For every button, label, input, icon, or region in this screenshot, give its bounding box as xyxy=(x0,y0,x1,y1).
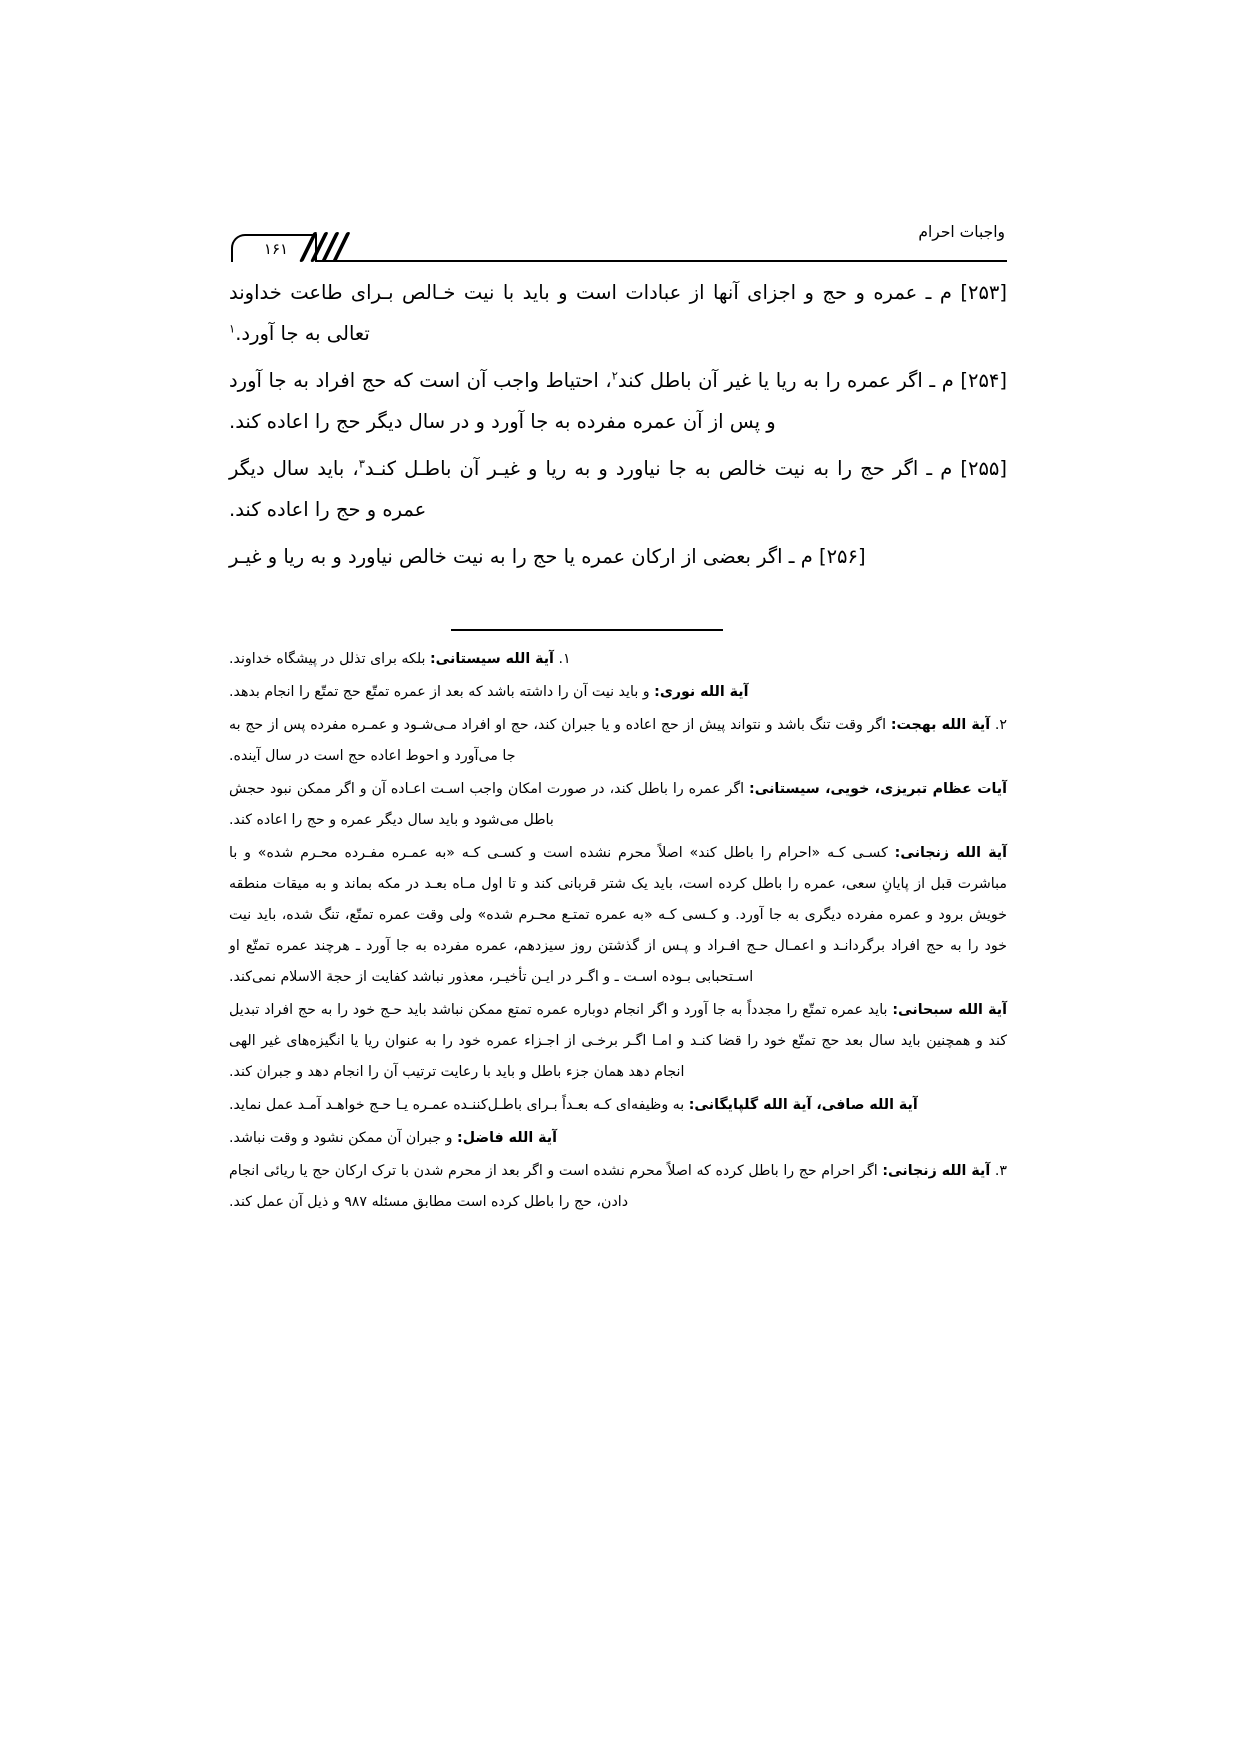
paragraph-255-kind: م xyxy=(940,457,953,480)
footnote-2-entry-1 xyxy=(229,710,1007,772)
footnote-ref-3[interactable]: ۳ xyxy=(358,456,365,471)
paragraph-256-text: ـ اگر بعضی از ارکان عمره یا حج را به نیت خالص نیاورد و به ریا و غیـر xyxy=(229,545,795,568)
footnote-text: و باید نیت آن را داشته باشد که بعد از عمره تمتّع حج تمتّع را انجام بدهد. xyxy=(229,684,655,700)
footnote-column xyxy=(229,644,1007,1220)
paragraph-253-number: [۲۵۳] xyxy=(960,281,1008,304)
page-header xyxy=(231,222,1007,264)
footnote-2-entry-6 xyxy=(229,1123,1007,1154)
paragraph-254 xyxy=(229,360,1007,442)
footnote-authority: آية الله فاضل: xyxy=(457,1130,557,1146)
footnote-authority: آية الله بهجت: xyxy=(890,717,991,733)
footnote-text: اگر وقت تنگ باشد و نتواند پیش از حج اعاده و یا جبران کند، حج او افراد مـی‌شـود و عمـره مفرده پس از حج به جا می‌آورد و احوط اعاده حج است در سال آینده. xyxy=(229,717,891,764)
footnote-text: باید عمره تمتّع را مجدداً به جا آورد و اگر انجام دوباره عمره تمتع ممکن نباشد باید حـج خود را به حج افراد تبدیل کند و همچنین باید سال بعد حج تمتّع خود را قضا کنـد و امـا اگـر برخـی از اجـزاء عمره خود را به عنوان ریا یا انگیزه‌های غیر الهی انجام دهد همان جزء باطل و باید با رعایت ترتیب آن را انجام دهد و جبران کند. xyxy=(229,1002,1007,1080)
paragraph-256-kind: م xyxy=(800,545,813,568)
body-text-column xyxy=(229,272,1007,583)
footnote-2-entry-3 xyxy=(229,838,1007,993)
page-number: ۱۶۱ xyxy=(263,240,289,258)
footnote-text: اگر احرام حج را باطل کرده که اصلاً محرم نشده است و اگر بعد از محرم شدن با ترک ارکان حج یا ریائی انجام دادن، حج را باطل کرده است مطابق مسئله ۹۸۷ و ذیل آن عمل کند. xyxy=(229,1163,883,1210)
footnote-text: کسـی کـه «احرام را باطل کند» اصلاً محرم نشده است و کسـی کـه «به عمـره مفـرده محـرم شده» و با مباشرت قبل از پایانِ سعی، عمره را باطل کرده است، باید یک شتر قربانی کند و تا اول مـاه بعـد در مکه بماند و به میقات منطقه خویش برود و عمره مفرده دیگری به جا آورد. و کـسی کـه «به عمره تمتـع محـرم شده» ولی وقت عمره تمتّع، تنگ شده، باید نیت خود را به حج افراد برگردانـد و اعمـال حـج افـراد و پـس از گذشتن روز سیزدهم، عمره مفرده به جا آورد ـ هرچند عمره تمتّع او اسـتحبابی بـوده اسـت ـ و اگـر در ایـن تأخیـر، معذور نباشد کفایت از حجة الاسلام نمی‌کند. xyxy=(229,845,1007,985)
paragraph-256-number: [۲۵۶] xyxy=(818,545,866,568)
footnote-3-entry-1 xyxy=(229,1156,1007,1218)
paragraph-255 xyxy=(229,448,1007,530)
footnote-text: اگر عمره را باطل کند، در صورت امکان واجب اسـت اعـاده آن و اگر ممکن نبود حجش باطل می‌شود و باید سال دیگر عمره و حج را اعاده کند. xyxy=(229,781,750,828)
footnote-1-entry-1 xyxy=(229,644,1007,675)
footnote-separator-rule xyxy=(451,629,723,631)
footnote-3-marker: ۳. xyxy=(994,1163,1007,1179)
footnote-2-entry-4 xyxy=(229,995,1007,1088)
footnote-ref-1[interactable]: ۱ xyxy=(229,321,236,336)
paragraph-255-text-after: ، باید سال دیگر عمره و حج را اعاده کند. xyxy=(229,457,427,521)
decorative-slashes-icon xyxy=(297,232,355,262)
footnote-text: بلکه برای تذلل در پیشگاه خداوند. xyxy=(229,651,430,667)
paragraph-254-text-after: ، احتیاط واجب آن است که حج افراد به جا آورد و پس از آن عمره مفرده به جا آورد و در سال دیگر حج را اعاده کند. xyxy=(229,369,776,433)
footnote-2-entry-2 xyxy=(229,774,1007,836)
paragraph-254-text-before: ـ اگر عمره را به ریا یا غیر آن باطل کند xyxy=(617,369,936,392)
paragraph-256 xyxy=(229,536,1007,577)
footnote-1-marker: ۱. xyxy=(558,651,571,667)
footnote-authority: آية الله نوری: xyxy=(654,684,749,700)
paragraph-253-text: ـ عمره و حج و اجزای آنها از عبادات است و باید با نیت خـالص بـرای طاعت خداوند تعالی به جا آورد. xyxy=(229,281,932,345)
footnote-2-marker: ۲. xyxy=(994,717,1007,733)
footnote-authority: آية الله صافی، آية الله گلپایگانی: xyxy=(688,1097,918,1113)
footnote-2-entry-5 xyxy=(229,1090,1007,1121)
footnote-authority: آية الله زنجانی: xyxy=(882,1163,991,1179)
paragraph-253 xyxy=(229,272,1007,354)
footnote-text: و جبران آن ممکن نشود و وقت نباشد. xyxy=(229,1130,458,1146)
paragraph-255-text-before: ـ اگر حج را به نیت خالص به جا نیاورد و به ریا و غیـر آن باطـل کنـد xyxy=(364,457,933,480)
footnote-authority: آية الله زنجانی: xyxy=(894,845,1007,861)
footnote-ref-2[interactable]: ۲ xyxy=(611,368,618,383)
paragraph-253-kind: م xyxy=(939,281,952,304)
footnote-authority: آية الله سبحانی: xyxy=(892,1002,1007,1018)
paragraph-254-kind: م xyxy=(941,369,954,392)
footnote-authority: آية الله سيستانی: xyxy=(430,651,554,667)
footnote-text: به وظیفه‌ای کـه بعـداً بـرای باطـل‌کننـده عمـره یـا حـج خواهـد آمـد عمل نماید. xyxy=(229,1097,689,1113)
footnote-1-entry-2 xyxy=(229,677,1007,708)
paragraph-254-number: [۲۵۴] xyxy=(960,369,1008,392)
running-title: واجبات احرام xyxy=(918,223,1005,241)
folio-tab xyxy=(231,232,351,262)
paragraph-255-number: [۲۵۵] xyxy=(960,457,1008,480)
footnote-authority: آيات عظام تبریزی، خویی، سیستانی: xyxy=(749,781,1007,797)
